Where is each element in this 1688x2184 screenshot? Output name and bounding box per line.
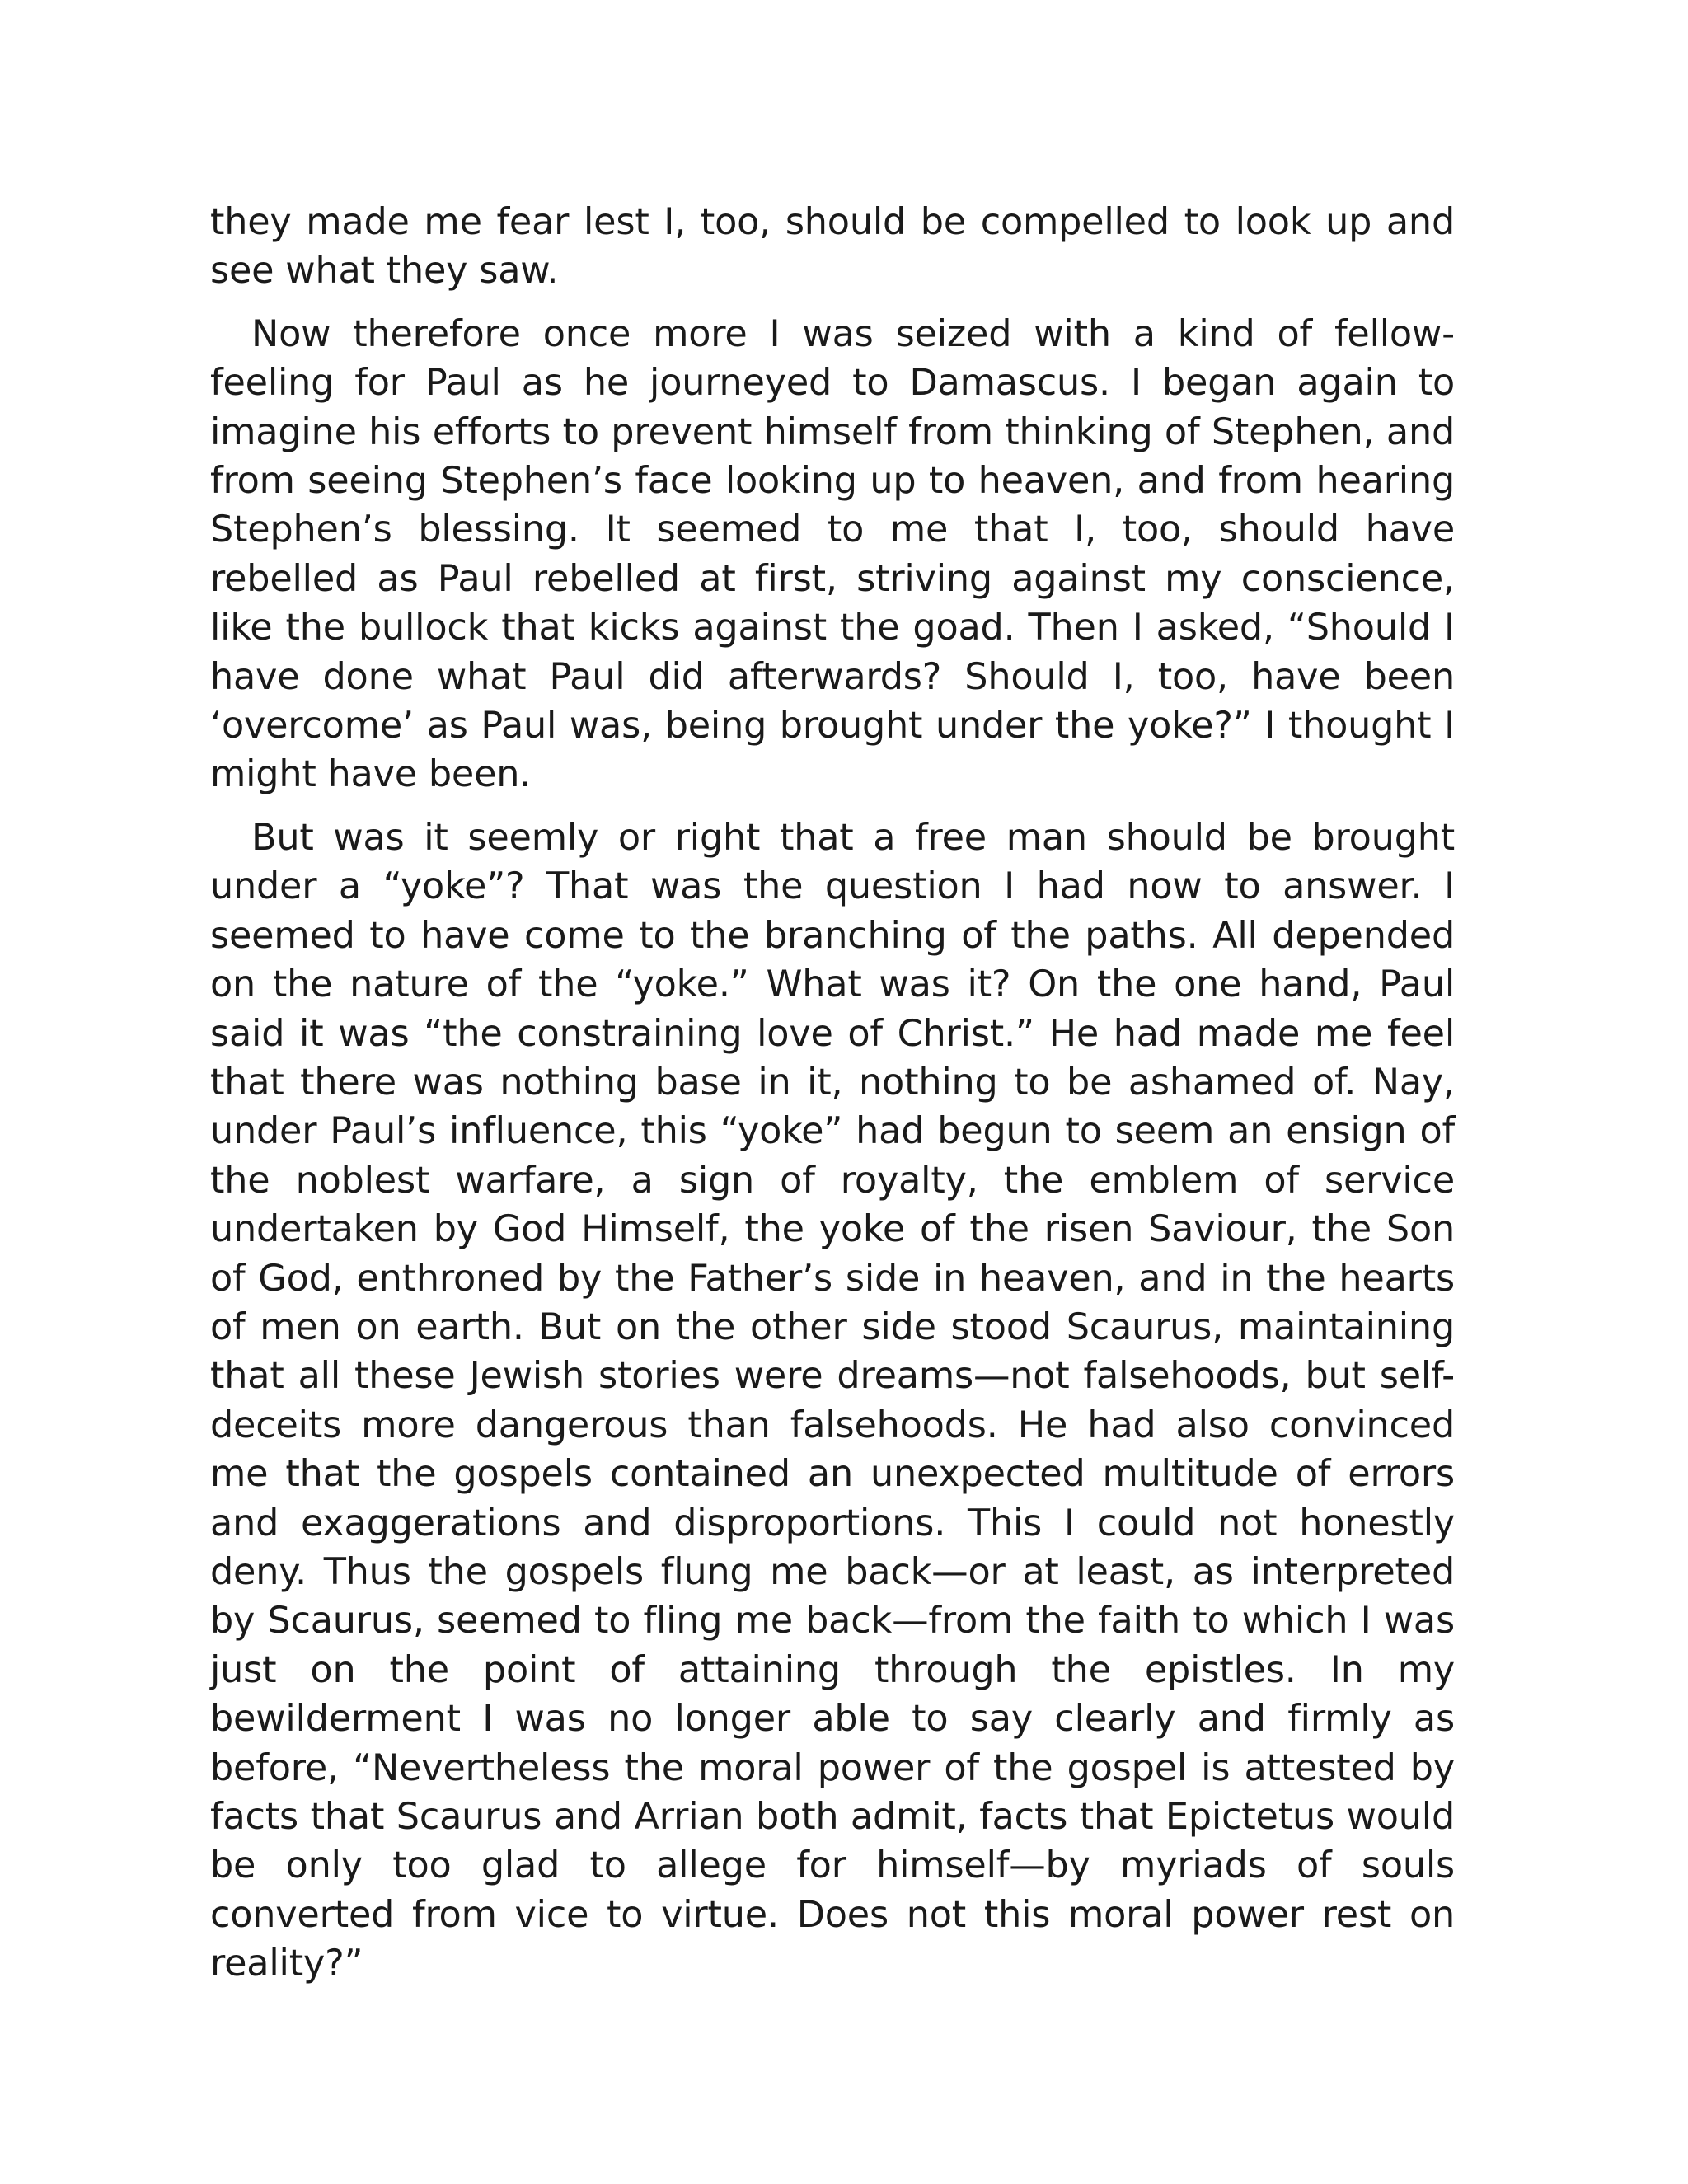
paragraph-paul-damascus: Now therefore once more I was seized with a kind of fellow-feeling for Paul as he journeyed to Damascus. I began again to imagine his efforts to prevent himself from thinking of Stephen, and from seeing Stephen’s face looking up to heaven, and from hearing Stephen’s blessing. It seemed to me that I, too, should have rebelled as Paul rebelled at first, striving against my conscience, like the bullock that kicks against the goad. Then I asked, “Should I have done what Paul did afterwards? Should I, too, have been ‘overcome’ as Paul was, being brought under the yoke?” I thought I might have been. — [210, 312, 1455, 796]
paragraph-yoke-question: But was it seemly or right that a free man should be brought under a “yoke”? That was the question I had now to answer. I seemed to have come to the branching of the paths. All depended on the nature of the “yoke.” What was it? On the one hand, Paul said it was “the constraining love of Christ.” He had made me feel that there was nothing base in it, nothing to be ashamed of. Nay, under Paul’s influence, this “yoke” had begun to seem an ensign of the noblest warfare, a sign of royalty, the emblem of service undertaken by God Himself, the yoke of the risen Saviour, the Son of God, enthroned by the Father’s side in heaven, and in the hearts of men on earth. But on the other side stood Scaurus, maintaining that all these Jewish stories were dreams—not falsehoods, but self-deceits more dangerous than falsehoods. He had also convinced me that the gospels contained an unexpected multitude of errors and exaggerations and disproportions. This I could not honestly deny. Thus the gospels flung me back—or at least, as interpreted by Scaurus, seemed to fling me back—from the faith to which I was just on the point of attaining through the epistles. In my bewilderment I was no longer able to say clearly and firmly as before, “Nevertheless the moral power of the gospel is attested by facts that Scaurus and Arrian both admit, facts that Epictetus would be only too glad to allege for himself—by myriads of souls converted from vice to virtue. Does not this moral power rest on reality?” — [210, 816, 1455, 1985]
paragraph-continued: they made me fear lest I, too, should be compelled to look up and see what they saw. — [210, 201, 1455, 293]
page-body — [210, 198, 1455, 2003]
